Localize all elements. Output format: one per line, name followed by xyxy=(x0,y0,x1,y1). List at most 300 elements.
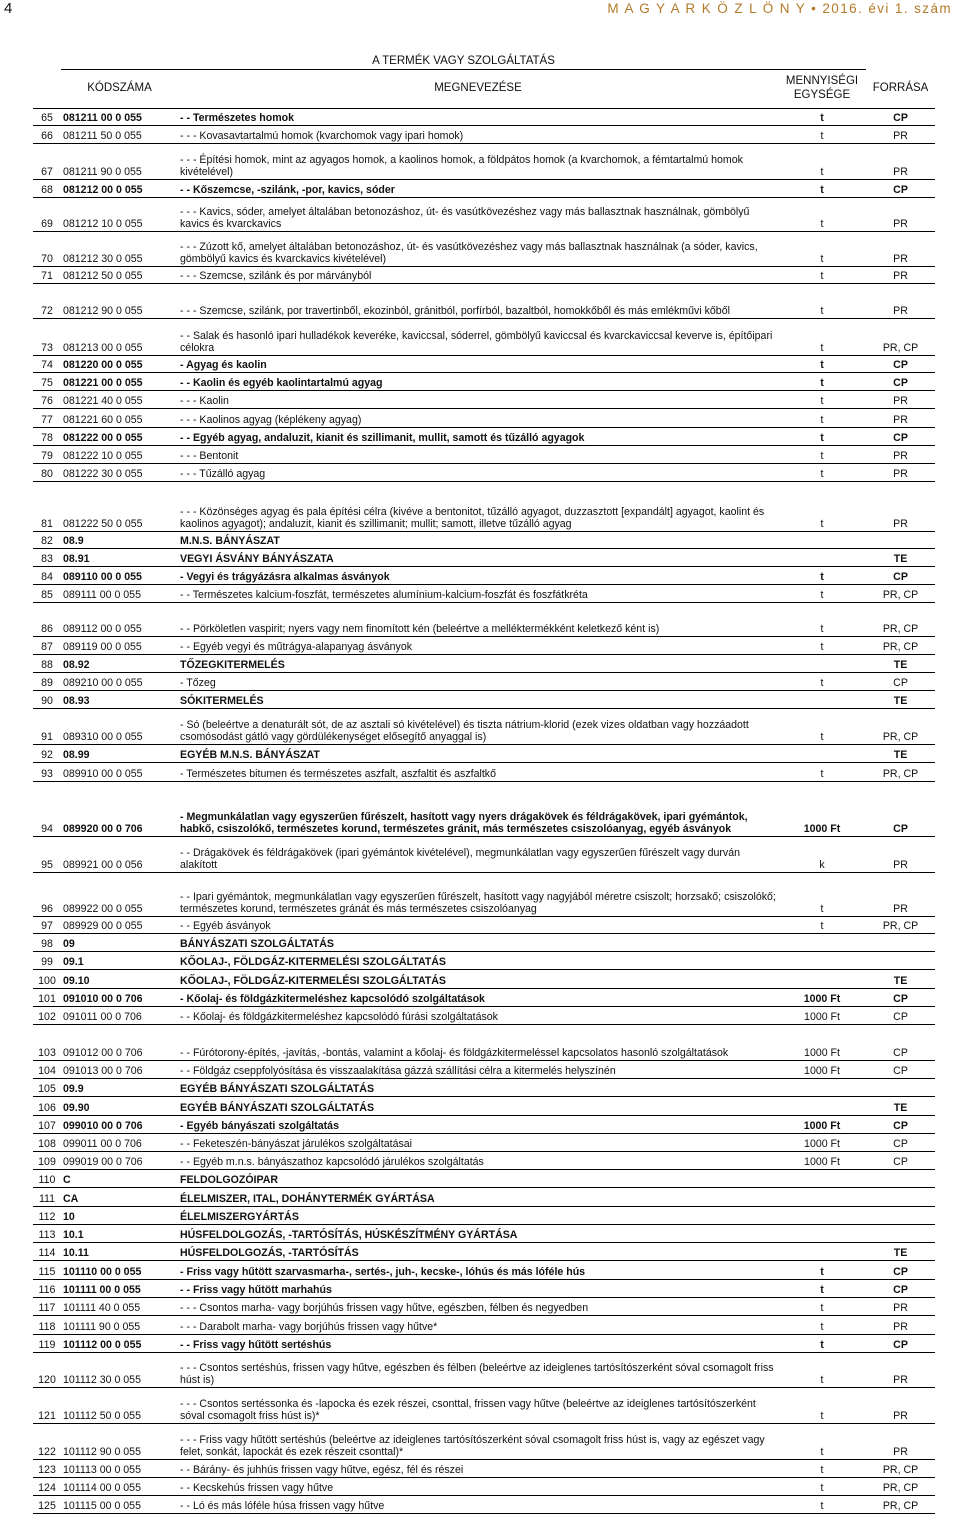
product-code: 101112 00 0 055 xyxy=(61,1335,178,1353)
data-source: PR xyxy=(866,232,935,267)
product-description: HÚSFELDOLGOZÁS, -TARTÓSÍTÁS xyxy=(178,1243,778,1261)
data-source: PR xyxy=(866,198,935,232)
data-source: CP xyxy=(866,1061,935,1079)
table-row xyxy=(33,1152,935,1170)
data-source: TE xyxy=(866,1243,935,1261)
table-row xyxy=(33,1061,935,1079)
row-number: 117 xyxy=(33,1298,61,1316)
data-source: PR xyxy=(866,1388,935,1424)
product-description: EGYÉB M.N.S. BÁNYÁSZAT xyxy=(178,745,778,763)
row-number: 101 xyxy=(33,989,61,1007)
product-code: 089920 00 0 706 xyxy=(61,782,178,837)
product-code: 10 xyxy=(61,1207,178,1225)
data-source: CP xyxy=(866,1280,935,1298)
product-code: 08.9 xyxy=(61,532,178,549)
unit-of-measure: t xyxy=(778,180,866,198)
table-row xyxy=(33,1225,935,1243)
data-source xyxy=(866,1207,935,1225)
unit-of-measure xyxy=(778,691,866,709)
product-table xyxy=(33,52,935,1514)
product-code: 081221 60 0 055 xyxy=(61,409,178,428)
table-row xyxy=(33,1134,935,1152)
row-number: 78 xyxy=(33,428,61,446)
data-source: PR, CP xyxy=(866,1460,935,1478)
data-source: CP xyxy=(866,109,935,126)
data-source: CP xyxy=(866,373,935,391)
product-code: 099011 00 0 706 xyxy=(61,1134,178,1152)
unit-of-measure: t xyxy=(778,428,866,446)
row-number: 97 xyxy=(33,917,61,934)
product-description: - - Ipari gyémántok, megmunkálatlan vagy egyszerűen fűrészelt, hasított vagy nagyjából méretre csiszolt; horzsakő; csiszolókő; természetes korund, természetes gránát és más természetes csiszolóanyag xyxy=(178,873,778,917)
row-number: 106 xyxy=(33,1097,61,1116)
row-number: 79 xyxy=(33,446,61,464)
unit-of-measure: t xyxy=(778,1335,866,1353)
product-description: - - - Kaolin xyxy=(178,391,778,409)
product-description: - Megmunkálatlan vagy egyszerűen fűrészelt, hasított vagy nyers drágakövek és féldrágakövek, ipari gyémántok, habkő, csiszolókő, természetes korund, természetes gránit, más természetes csiszolóanyag, egyéb ásványok xyxy=(178,782,778,837)
data-source xyxy=(866,1225,935,1243)
table-row xyxy=(33,1207,935,1225)
data-source: CP xyxy=(866,1025,935,1061)
unit-of-measure: t xyxy=(778,1353,866,1388)
row-number: 121 xyxy=(33,1388,61,1424)
row-number: 91 xyxy=(33,709,61,745)
product-code: 089921 00 0 056 xyxy=(61,837,178,873)
product-code: 101114 00 0 055 xyxy=(61,1478,178,1496)
unit-of-measure: 1000 Ft xyxy=(778,1025,866,1061)
product-description: - - - Csontos sertéshús, frissen vagy hűtve, egészben és félben (beleértve az ideiglenes tartósítószerként sóval csomagolt friss húst is) xyxy=(178,1353,778,1388)
row-number: 76 xyxy=(33,391,61,409)
product-code: 081212 10 0 055 xyxy=(61,198,178,232)
row-number: 81 xyxy=(33,482,61,532)
product-code: 081212 00 0 055 xyxy=(61,180,178,198)
row-number: 112 xyxy=(33,1207,61,1225)
product-code: 09.90 xyxy=(61,1097,178,1116)
unit-of-measure xyxy=(778,549,866,567)
table-row xyxy=(33,782,935,837)
group-header: A TERMÉK VAGY SZOLGÁLTATÁS xyxy=(61,52,866,70)
product-code: 10.1 xyxy=(61,1225,178,1243)
data-source: PR xyxy=(866,284,935,319)
product-code: 08.93 xyxy=(61,691,178,709)
product-description: KŐOLAJ-, FÖLDGÁZ-KITERMELÉSI SZOLGÁLTATÁS xyxy=(178,952,778,970)
table-row xyxy=(33,1079,935,1097)
product-description: ÉLELMISZERGYÁRTÁS xyxy=(178,1207,778,1225)
data-source: CP xyxy=(866,1261,935,1280)
unit-of-measure: 1000 Ft xyxy=(778,782,866,837)
page-header xyxy=(0,0,960,22)
table-row xyxy=(33,1496,935,1514)
unit-of-measure: 1000 Ft xyxy=(778,1152,866,1170)
data-source: CP xyxy=(866,1116,935,1134)
unit-of-measure: t xyxy=(778,585,866,603)
table-row xyxy=(33,126,935,144)
product-description: HÚSFELDOLGOZÁS, -TARTÓSÍTÁS, HÚSKÉSZÍTMÉNY GYÁRTÁSA xyxy=(178,1225,778,1243)
product-description: - - Egyéb agyag, andaluzit, kianit és szillimanit, mullit, samott és tűzálló agyagok xyxy=(178,428,778,446)
col-header-code: KÓDSZÁMA xyxy=(61,70,178,109)
product-code: 101112 50 0 055 xyxy=(61,1388,178,1424)
table-body xyxy=(33,109,935,1514)
row-number: 110 xyxy=(33,1170,61,1188)
table-row xyxy=(33,1478,935,1496)
data-source: PR, CP xyxy=(866,637,935,655)
table-row xyxy=(33,391,935,409)
product-description: - - Pörköletlen vaspirit; nyers vagy nem finomított kén (beleértve a melléktermékként keletkező ként is) xyxy=(178,603,778,637)
product-code: 081211 50 0 055 xyxy=(61,126,178,144)
product-code: 08.92 xyxy=(61,655,178,673)
row-number: 68 xyxy=(33,180,61,198)
product-description: SÓKITERMELÉS xyxy=(178,691,778,709)
data-source: PR xyxy=(866,126,935,144)
row-number: 125 xyxy=(33,1496,61,1514)
row-number: 77 xyxy=(33,409,61,428)
table-row xyxy=(33,446,935,464)
unit-of-measure: t xyxy=(778,126,866,144)
unit-of-measure: t xyxy=(778,1261,866,1280)
data-source: PR, CP xyxy=(866,763,935,782)
unit-of-measure xyxy=(778,1207,866,1225)
product-code: 089111 00 0 055 xyxy=(61,585,178,603)
product-code: 081211 90 0 055 xyxy=(61,144,178,180)
row-number: 107 xyxy=(33,1116,61,1134)
data-source xyxy=(866,952,935,970)
product-code: 09.9 xyxy=(61,1079,178,1097)
col-header-name: MEGNEVEZÉSE xyxy=(178,70,778,109)
product-description: KŐOLAJ-, FÖLDGÁZ-KITERMELÉSI SZOLGÁLTATÁS xyxy=(178,970,778,989)
table-row xyxy=(33,763,935,782)
table-row xyxy=(33,1388,935,1424)
data-source: CP xyxy=(866,1007,935,1025)
unit-of-measure: t xyxy=(778,917,866,934)
unit-of-measure xyxy=(778,532,866,549)
product-description: - Természetes bitumen és természetes aszfalt, aszfaltit és aszfaltkő xyxy=(178,763,778,782)
data-source: PR xyxy=(866,873,935,917)
product-description: - - - Zúzott kő, amelyet általában betonozáshoz, út- és vasútkövezéshez vagy más ballasztnak használnak (a sóder, kavics, gömbölyű kavics és kvarckavics kivételével) xyxy=(178,232,778,267)
row-number: 94 xyxy=(33,782,61,837)
product-code: 091012 00 0 706 xyxy=(61,1025,178,1061)
product-code: 081220 00 0 055 xyxy=(61,356,178,373)
row-number: 85 xyxy=(33,585,61,603)
unit-of-measure: t xyxy=(778,356,866,373)
product-description: - - - Szemcse, szilánk, por travertinből, ekozinból, gránitból, porfírból, bazaltból, homokkőből és más emlékművi kőből xyxy=(178,284,778,319)
row-number: 71 xyxy=(33,267,61,284)
unit-of-measure: t xyxy=(778,198,866,232)
row-number: 99 xyxy=(33,952,61,970)
product-description: - - - Kavics, sóder, amelyet általában betonozáshoz, út- és vasútkövezéshez vagy más ballasztnak használnak, gömbölyű kavics és kvarckavics xyxy=(178,198,778,232)
data-source: PR, CP xyxy=(866,319,935,356)
data-source: PR xyxy=(866,267,935,284)
unit-of-measure xyxy=(778,970,866,989)
row-number: 122 xyxy=(33,1424,61,1460)
row-number: 88 xyxy=(33,655,61,673)
data-source: PR xyxy=(866,391,935,409)
row-number: 103 xyxy=(33,1025,61,1061)
unit-of-measure: t xyxy=(778,637,866,655)
product-description: - - - Friss vagy hűtött sertéshús (beleértve az ideiglenes tartósítószerként sóval csomagolt friss húst is, vagy az egészet vagy felet, sonkát, lapockát és ezek részeit csonttal)* xyxy=(178,1424,778,1460)
row-number: 74 xyxy=(33,356,61,373)
product-description: - - - Kaolinos agyag (képlékeny agyag) xyxy=(178,409,778,428)
data-source xyxy=(866,532,935,549)
table-row xyxy=(33,356,935,373)
product-description: - - Kőolaj- és földgázkitermeléshez kapcsolódó fúrási szolgáltatások xyxy=(178,1007,778,1025)
unit-of-measure: t xyxy=(778,1496,866,1514)
unit-of-measure: t xyxy=(778,464,866,482)
unit-of-measure: t xyxy=(778,482,866,532)
product-code: 089119 00 0 055 xyxy=(61,637,178,655)
row-number: 113 xyxy=(33,1225,61,1243)
product-code: 08.99 xyxy=(61,745,178,763)
data-source xyxy=(866,1188,935,1207)
data-source: CP xyxy=(866,567,935,585)
row-number: 115 xyxy=(33,1261,61,1280)
data-source: PR xyxy=(866,1424,935,1460)
row-number: 65 xyxy=(33,109,61,126)
row-number: 84 xyxy=(33,567,61,585)
product-description: - - Drágakövek és féldrágakövek (ipari gyémántok kivételével), megmunkálatlan vagy egyszerűen fűrészelt vagy durván alakított xyxy=(178,837,778,873)
table-row xyxy=(33,655,935,673)
product-description: - - Bárány- és juhhús frissen vagy hűtve, egész, fél és részei xyxy=(178,1460,778,1478)
table-row xyxy=(33,1170,935,1188)
data-source: CP xyxy=(866,428,935,446)
table-row xyxy=(33,1243,935,1261)
product-code: 081221 00 0 055 xyxy=(61,373,178,391)
product-code: 081222 00 0 055 xyxy=(61,428,178,446)
product-description: - Só (beleértve a denaturált sót, de az asztali só kivételével) és tiszta nátrium-klorid (ezek vizes oldatban vagy hozzáadott csomósodást gátló vagy gördülékenységet elősegítő anyaggal is) xyxy=(178,709,778,745)
table-row xyxy=(33,1353,935,1388)
table-row xyxy=(33,1280,935,1298)
product-code: 089112 00 0 055 xyxy=(61,603,178,637)
product-description: - - - Darabolt marha- vagy borjúhús frissen vagy hűtve* xyxy=(178,1316,778,1335)
unit-of-measure: t xyxy=(778,603,866,637)
unit-of-measure: t xyxy=(778,1298,866,1316)
product-code: 089929 00 0 055 xyxy=(61,917,178,934)
table-column-header-row xyxy=(33,70,935,109)
product-description: - - - Kovasavtartalmú homok (kvarchomok vagy ipari homok) xyxy=(178,126,778,144)
data-source: TE xyxy=(866,745,935,763)
data-source: TE xyxy=(866,549,935,567)
row-number: 120 xyxy=(33,1353,61,1388)
unit-of-measure: t xyxy=(778,284,866,319)
unit-of-measure: t xyxy=(778,319,866,356)
data-source xyxy=(866,1170,935,1188)
unit-of-measure: t xyxy=(778,1316,866,1335)
product-code: 091013 00 0 706 xyxy=(61,1061,178,1079)
table-row xyxy=(33,952,935,970)
unit-of-measure: 1000 Ft xyxy=(778,989,866,1007)
table-row xyxy=(33,1025,935,1061)
product-code: 09 xyxy=(61,934,178,952)
unit-of-measure: t xyxy=(778,391,866,409)
table-row xyxy=(33,585,935,603)
data-source: PR, CP xyxy=(866,603,935,637)
table-row xyxy=(33,1097,935,1116)
data-source: PR, CP xyxy=(866,917,935,934)
unit-of-measure xyxy=(778,655,866,673)
product-code: 081221 40 0 055 xyxy=(61,391,178,409)
table-row xyxy=(33,567,935,585)
unit-of-measure: t xyxy=(778,373,866,391)
row-number: 124 xyxy=(33,1478,61,1496)
data-source: PR, CP xyxy=(866,1496,935,1514)
unit-of-measure: t xyxy=(778,1424,866,1460)
product-code: 081213 00 0 055 xyxy=(61,319,178,356)
unit-of-measure: t xyxy=(778,232,866,267)
table-row xyxy=(33,464,935,482)
table-row xyxy=(33,284,935,319)
data-source: CP xyxy=(866,1134,935,1152)
product-description: - - Ló és más lóféle húsa frissen vagy hűtve xyxy=(178,1496,778,1514)
product-description: - - Friss vagy hűtött sertéshús xyxy=(178,1335,778,1353)
table-row xyxy=(33,673,935,691)
product-code: 101112 30 0 055 xyxy=(61,1353,178,1388)
row-number: 119 xyxy=(33,1335,61,1353)
table-row xyxy=(33,532,935,549)
row-number: 87 xyxy=(33,637,61,655)
row-number: 108 xyxy=(33,1134,61,1152)
unit-of-measure xyxy=(778,1170,866,1188)
product-description: - Vegyi és trágyázásra alkalmas ásványok xyxy=(178,567,778,585)
table-row xyxy=(33,1116,935,1134)
row-number: 93 xyxy=(33,763,61,782)
data-source: TE xyxy=(866,691,935,709)
product-description: - - Természetes homok xyxy=(178,109,778,126)
col-header-unit: MENNYISÉGI EGYSÉGE xyxy=(778,70,866,109)
unit-of-measure xyxy=(778,934,866,952)
unit-of-measure: t xyxy=(778,1388,866,1424)
data-source: TE xyxy=(866,1097,935,1116)
table-row xyxy=(33,409,935,428)
row-number: 95 xyxy=(33,837,61,873)
unit-of-measure: t xyxy=(778,109,866,126)
product-description: - Egyéb bányászati szolgáltatás xyxy=(178,1116,778,1134)
unit-of-measure: t xyxy=(778,1460,866,1478)
row-number: 69 xyxy=(33,198,61,232)
unit-of-measure xyxy=(778,1225,866,1243)
data-source: PR xyxy=(866,144,935,180)
product-code: 099019 00 0 706 xyxy=(61,1152,178,1170)
product-description: - - Természetes kalcium-foszfát, természetes alumínium-kalcium-foszfát és foszfátkréta xyxy=(178,585,778,603)
row-number: 66 xyxy=(33,126,61,144)
table-group-header-row xyxy=(33,52,935,70)
data-source: PR xyxy=(866,837,935,873)
data-source: CP xyxy=(866,1335,935,1353)
row-number: 100 xyxy=(33,970,61,989)
table-row xyxy=(33,267,935,284)
data-source: CP xyxy=(866,180,935,198)
unit-of-measure xyxy=(778,1188,866,1207)
product-description: - Agyag és kaolin xyxy=(178,356,778,373)
unit-of-measure xyxy=(778,952,866,970)
data-source: PR xyxy=(866,464,935,482)
data-source: PR, CP xyxy=(866,709,935,745)
row-number: 83 xyxy=(33,549,61,567)
product-code: 101111 40 0 055 xyxy=(61,1298,178,1316)
unit-of-measure: t xyxy=(778,1478,866,1496)
table-row xyxy=(33,637,935,655)
unit-of-measure xyxy=(778,1243,866,1261)
unit-of-measure: 1000 Ft xyxy=(778,1007,866,1025)
unit-of-measure: k xyxy=(778,837,866,873)
product-code: 101113 00 0 055 xyxy=(61,1460,178,1478)
product-code: 081212 90 0 055 xyxy=(61,284,178,319)
row-number: 80 xyxy=(33,464,61,482)
product-code: 099010 00 0 706 xyxy=(61,1116,178,1134)
table-row xyxy=(33,709,935,745)
data-source: PR xyxy=(866,1353,935,1388)
data-source: TE xyxy=(866,970,935,989)
row-number: 114 xyxy=(33,1243,61,1261)
product-code: CA xyxy=(61,1188,178,1207)
unit-of-measure: t xyxy=(778,673,866,691)
row-number: 73 xyxy=(33,319,61,356)
row-number: 89 xyxy=(33,673,61,691)
data-source: CP xyxy=(866,356,935,373)
product-description: BÁNYÁSZATI SZOLGÁLTATÁS xyxy=(178,934,778,952)
product-code: 089922 00 0 055 xyxy=(61,873,178,917)
product-code: 091011 00 0 706 xyxy=(61,1007,178,1025)
product-description: - - Kaolin és egyéb kaolintartalmú agyag xyxy=(178,373,778,391)
product-description: - - - Közönséges agyag és pala építési célra (kivéve a bentonitot, tűzálló agyagot, duzzasztott [expandált] agyagot, kaolint és kaolinos agyagot); andaluzit, kianit és szillimanit; mullit; samott, illetve tűzálló agyag xyxy=(178,482,778,532)
product-description: - - - Építési homok, mint az agyagos homok, a kaolinos homok, a földpátos homok (a kvarchomok, a fémtartalmú homok kivételével) xyxy=(178,144,778,180)
product-code: 091010 00 0 706 xyxy=(61,989,178,1007)
data-source xyxy=(866,934,935,952)
row-number: 72 xyxy=(33,284,61,319)
product-code: 089110 00 0 055 xyxy=(61,567,178,585)
product-description: - - Kecskehús frissen vagy hűtve xyxy=(178,1478,778,1496)
product-code: 089210 00 0 055 xyxy=(61,673,178,691)
row-number: 116 xyxy=(33,1280,61,1298)
product-description: - Kőolaj- és földgázkitermeléshez kapcsolódó szolgáltatások xyxy=(178,989,778,1007)
table-row xyxy=(33,691,935,709)
product-description: - - Földgáz cseppfolyósítása és visszaalakítása gázzá szállítási célra a kitermelés helyszínén xyxy=(178,1061,778,1079)
table-row xyxy=(33,373,935,391)
row-number: 90 xyxy=(33,691,61,709)
product-description: VEGYI ÁSVÁNY BÁNYÁSZATA xyxy=(178,549,778,567)
product-description: - Tőzeg xyxy=(178,673,778,691)
row-number: 92 xyxy=(33,745,61,763)
col-header-source: FORRÁSA xyxy=(866,70,935,109)
table-row xyxy=(33,232,935,267)
data-source: PR, CP xyxy=(866,1478,935,1496)
product-description: - - Egyéb ásványok xyxy=(178,917,778,934)
row-number: 123 xyxy=(33,1460,61,1478)
table-row xyxy=(33,1316,935,1335)
product-description: EGYÉB BÁNYÁSZATI SZOLGÁLTATÁS xyxy=(178,1079,778,1097)
row-number: 105 xyxy=(33,1079,61,1097)
table-row xyxy=(33,989,935,1007)
row-number: 102 xyxy=(33,1007,61,1025)
unit-of-measure: t xyxy=(778,267,866,284)
data-source: CP xyxy=(866,989,935,1007)
table-row xyxy=(33,934,935,952)
table-row xyxy=(33,1007,935,1025)
data-source: PR xyxy=(866,1298,935,1316)
row-number: 67 xyxy=(33,144,61,180)
product-description: - - Fúrótorony-építés, -javítás, -bontás, valamint a kőolaj- és földgázkitermeléssel kapcsolatos hasonló szolgáltatások xyxy=(178,1025,778,1061)
data-source: PR xyxy=(866,409,935,428)
product-code: 081212 30 0 055 xyxy=(61,232,178,267)
unit-of-measure: t xyxy=(778,144,866,180)
data-source: CP xyxy=(866,1152,935,1170)
table-row xyxy=(33,1460,935,1478)
unit-of-measure: t xyxy=(778,709,866,745)
table-row xyxy=(33,109,935,126)
product-code: 081222 10 0 055 xyxy=(61,446,178,464)
unit-of-measure: 1000 Ft xyxy=(778,1116,866,1134)
row-number: 111 xyxy=(33,1188,61,1207)
table-row xyxy=(33,1188,935,1207)
product-description: M.N.S. BÁNYÁSZAT xyxy=(178,532,778,549)
product-code: 08.91 xyxy=(61,549,178,567)
